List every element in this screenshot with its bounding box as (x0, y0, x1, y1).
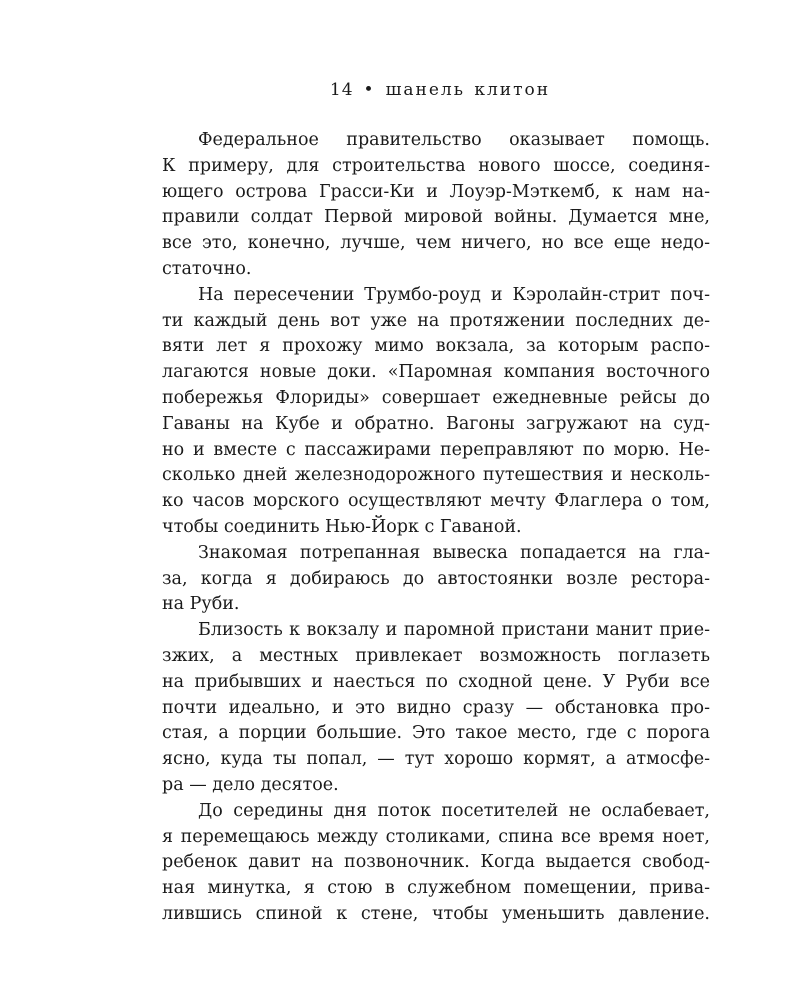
header-author: шанель клитон (385, 80, 551, 100)
text-line: на Руби. (162, 594, 240, 615)
text-line: на прибывших и наесться по сходной цене. У Руби все (162, 671, 710, 692)
text-line: Федеральное правительство оказывает помощь. (198, 130, 710, 150)
text-line: ясно, куда ты попал, — тут хорошо кормят, а атмосфе- (162, 749, 710, 770)
text-line: ра — дело десятое. (162, 774, 339, 795)
text-line: лагаются новые доки. «Паромная компания восточного (162, 362, 710, 383)
text-line: ко часов морского осуществляют мечту Флаглера о том, (162, 491, 710, 512)
text-line: ти каждый день вот уже на протяжении последних де- (162, 310, 710, 331)
text-line: все это, конечно, лучше, чем ничего, но все еще недо- (162, 233, 710, 254)
text-line: Знакомая потрепанная вывеска попадается на гла- (198, 542, 710, 563)
text-line: Близость к вокзалу и паромной пристани манит прие- (198, 620, 710, 641)
text-line: зжих, а местных привлекает возможность поглазеть (162, 645, 710, 666)
text-line: ная минутка, я стою в служебном помещении, прива- (162, 878, 710, 899)
text-line: На пересечении Трумбо-роуд и Кэролайн-стрит поч- (198, 284, 710, 305)
text-line: за, когда я добираюсь до автостоянки возле рестора- (162, 568, 710, 589)
text-line: стая, а порции большие. Это такое место, где с порога (162, 723, 710, 744)
text-line: я перемещаюсь между столиками, спина все время ноет, (162, 826, 710, 847)
text-line: побережья Флориды» совершает ежедневные рейсы до (162, 387, 710, 408)
text-line: К примеру, для строительства нового шоссе, соединя- (162, 155, 710, 176)
text-line: почти идеально, и это видно сразу — обстановка про- (162, 697, 710, 718)
running-header (40, 80, 800, 100)
page-number: 14 (329, 80, 354, 100)
text-line: статочно. (162, 258, 252, 279)
body-text (162, 128, 710, 928)
text-line: Гаваны на Кубе и обратно. Вагоны загружают на суд- (162, 413, 710, 434)
text-line: До середины дня поток посетителей не ослабевает, (198, 800, 710, 821)
text-line: но и вместе с пассажирами переправляют по морю. Не- (162, 439, 710, 460)
header-separator: • (363, 80, 376, 100)
text-line: сколько дней железнодорожного путешествия и несколь- (162, 465, 710, 486)
text-line: ребенок давит на позвоночник. Когда выдается свобод- (162, 852, 710, 873)
text-line: чтобы соединить Нью-Йорк с Гаваной. (162, 516, 522, 537)
text-line: ющего острова Грасси-Ки и Лоуэр-Мэткемб, к нам на- (162, 181, 710, 202)
text-line: правили солдат Первой мировой войны. Думается мне, (162, 207, 710, 228)
text-line: вяти лет я прохожу мимо вокзала, за которым распо- (162, 336, 710, 357)
text-line: лившись спиной к стене, чтобы уменьшить давление. (162, 903, 710, 924)
